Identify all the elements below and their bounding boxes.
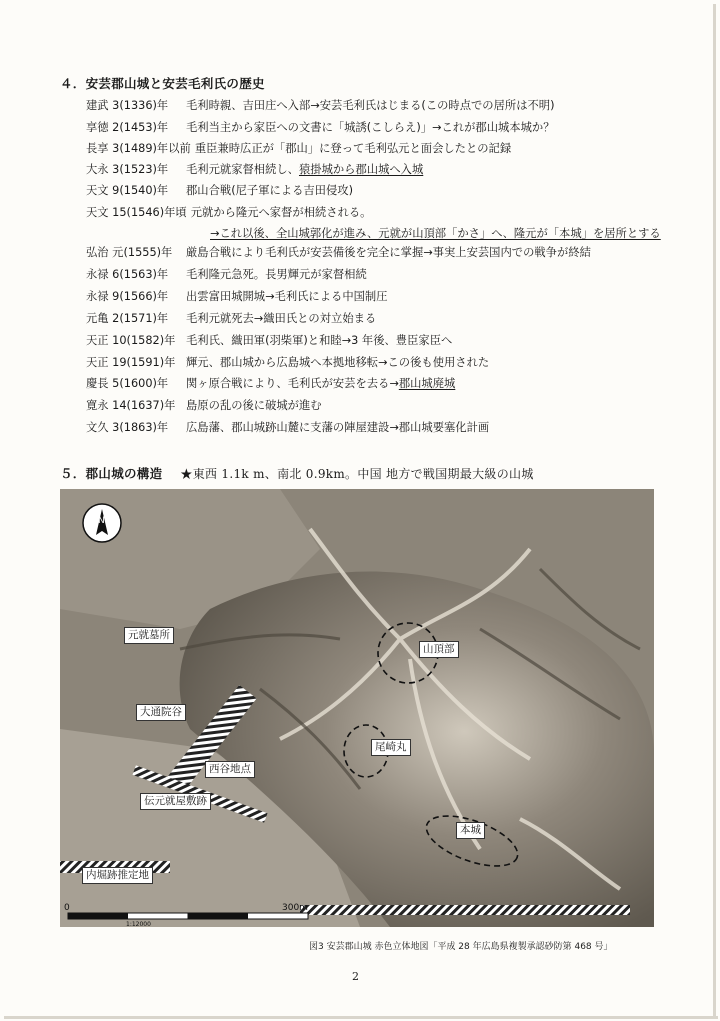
history-underlined-text: 郡山城廃城 bbox=[398, 377, 456, 390]
history-era: 慶長 5(1600)年 bbox=[86, 377, 169, 390]
section5-title: ５．郡山城の構造 bbox=[60, 466, 163, 481]
history-era: 天正 10(1582)年 bbox=[86, 334, 176, 347]
relief-map bbox=[60, 489, 654, 927]
history-text: 毛利当主から家臣への文書に「城誘(こしらえ)」→これが郡山城本城か？ bbox=[186, 121, 555, 134]
history-row bbox=[86, 162, 423, 178]
north-label: N bbox=[98, 516, 105, 526]
label-ozakimaru: 尾崎丸 bbox=[371, 739, 411, 756]
history-era: 永禄 9(1566)年 bbox=[86, 290, 169, 303]
page-edge-right bbox=[713, 4, 716, 1019]
label-daitsuin-valley: 大通院谷 bbox=[136, 704, 186, 721]
history-era: 享徳 2(1453)年 bbox=[86, 121, 169, 134]
history-era: 天正 19(1591)年 bbox=[86, 356, 176, 369]
section5-subtitle: ★東西 1.1k m、南北 0.9km。中国 地方で戦国期最大級の山城 bbox=[180, 467, 534, 481]
history-row bbox=[86, 420, 489, 436]
history-era: 天文 9(1540)年 bbox=[86, 184, 169, 197]
history-row bbox=[86, 355, 489, 371]
history-era: 元亀 2(1571)年 bbox=[86, 312, 169, 325]
section5-heading bbox=[60, 464, 534, 482]
history-text: 毛利隆元急死。長男輝元が家督相続 bbox=[186, 268, 367, 281]
label-honjo: 本城 bbox=[456, 822, 485, 839]
scale-zero: 0 bbox=[64, 903, 70, 913]
history-row bbox=[86, 98, 555, 114]
history-era: 文久 3(1863)年 bbox=[86, 421, 169, 434]
history-row bbox=[86, 245, 591, 261]
history-text: 元就から隆元へ家督が相続される。 bbox=[190, 206, 372, 219]
history-row bbox=[86, 183, 353, 199]
history-text: 毛利時親、吉田庄へ入部→安芸毛利氏はじまる(この時点での居所は不明) bbox=[186, 99, 555, 112]
figure-caption: 図3 安芸郡山城 赤色立体地図「平成 28 年広島県複製承認砂防第 468 号」 bbox=[309, 942, 613, 952]
label-motonari-grave: 元就墓所 bbox=[124, 627, 174, 644]
history-era: 永禄 6(1563)年 bbox=[86, 268, 169, 281]
label-residence-site: 伝元就屋敷跡 bbox=[140, 793, 211, 810]
history-row bbox=[86, 398, 322, 414]
history-era: 長享 3(1489)年以前 bbox=[86, 142, 191, 155]
history-era: 建武 3(1336)年 bbox=[86, 99, 169, 112]
scale-ratio: 1:12000 bbox=[126, 921, 151, 927]
history-row bbox=[86, 205, 371, 221]
history-text: 毛利氏、織田軍(羽柴軍)と和睦→3 年後、豊臣家臣へ bbox=[186, 334, 453, 347]
label-inner-moat: 内堀跡推定地 bbox=[82, 867, 153, 884]
history-text: 重臣兼時広正が「郡山」に登って毛利弘元と面会したとの記録 bbox=[194, 142, 512, 155]
history-era: 天文 15(1546)年頃 bbox=[86, 206, 187, 219]
history-row bbox=[86, 141, 511, 157]
history-text: 輝元、郡山城から広島城へ本拠地移転→この後も使用された bbox=[186, 356, 490, 369]
history-era: 寛永 14(1637)年 bbox=[86, 399, 176, 412]
section4-title: ４．安芸郡山城と安芸毛利氏の歴史 bbox=[60, 76, 265, 91]
continuation-text: →これ以後、全山城郭化が進み、元就が山頂部「かさ」へ、隆元が「本城」を居所とする bbox=[210, 227, 661, 240]
history-row bbox=[86, 311, 376, 327]
history-era: 大永 3(1523)年 bbox=[86, 163, 169, 176]
history-text: 郡山合戦(尼子軍による吉田侵攻) bbox=[186, 184, 353, 197]
history-text: 広島藩、郡山城跡山麓に支藩の陣屋建設→郡山城要塞化計画 bbox=[186, 421, 490, 434]
history-row bbox=[86, 376, 455, 392]
history-row bbox=[86, 289, 388, 305]
scale-max: 300m bbox=[282, 903, 308, 913]
label-summit: 山頂部 bbox=[419, 641, 459, 658]
history-row bbox=[86, 333, 452, 349]
history-row bbox=[86, 120, 555, 136]
history-text: 毛利元就死去→織田氏との対立始まる bbox=[186, 312, 377, 325]
page-edge-bottom bbox=[4, 1016, 718, 1019]
history-continuation bbox=[210, 226, 661, 242]
page-number: 2 bbox=[352, 970, 359, 983]
history-text: 島原の乱の後に破城が進む bbox=[186, 399, 322, 412]
history-text: 出雲富田城開城→毛利氏による中国制圧 bbox=[186, 290, 388, 303]
history-text: 関ヶ原合戦により、毛利氏が安芸を去る→ bbox=[186, 377, 399, 390]
history-text: 厳島合戦により毛利氏が安芸備後を完全に掌握→事実上安芸国内での戦争が終結 bbox=[186, 246, 591, 259]
history-underlined-text: 猿掛城から郡山城へ入城 bbox=[298, 163, 424, 176]
history-row bbox=[86, 267, 367, 283]
history-era: 弘治 元(1555)年 bbox=[86, 246, 173, 259]
history-text: 毛利元就家督相続し、 bbox=[186, 163, 299, 176]
label-nishitani: 西谷地点 bbox=[205, 761, 255, 778]
